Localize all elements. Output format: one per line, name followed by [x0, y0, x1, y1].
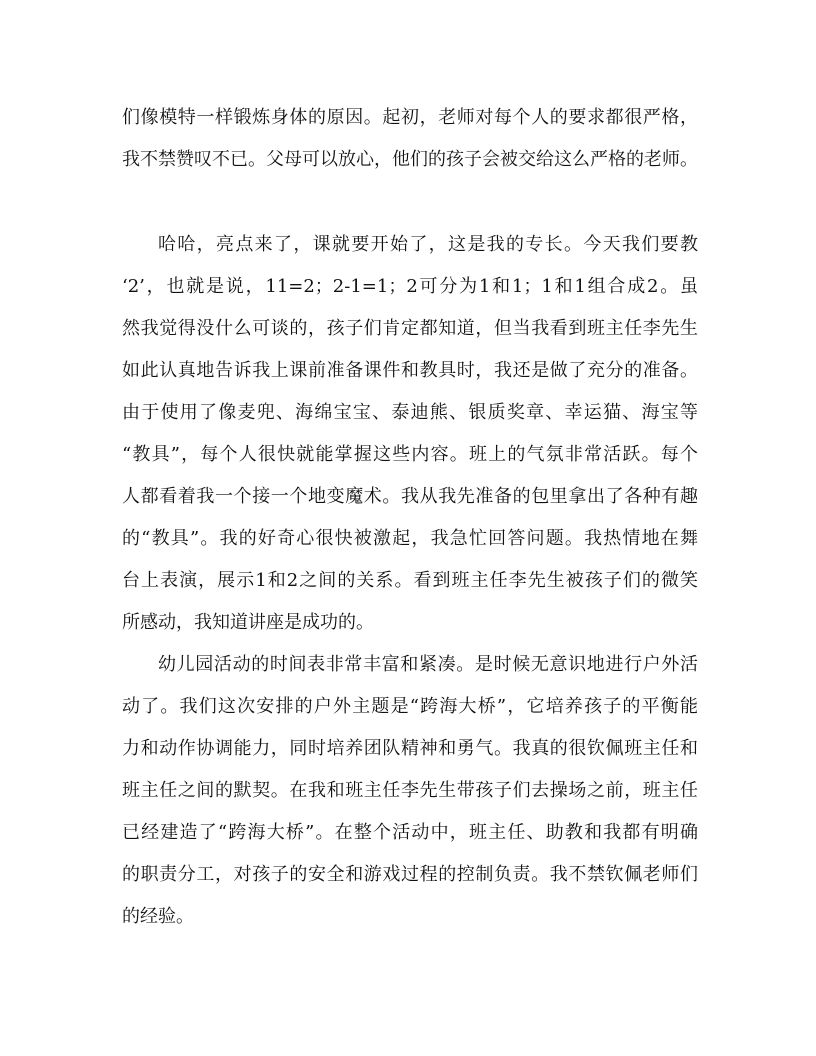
text-line: 的经验。 [122, 906, 194, 927]
text-line: 然我觉得没什么可谈的，孩子们肯定都知道，但当我看到班主任李先生 [122, 318, 698, 339]
text-line: 人都看着我一个接一个地变魔术。我从我先准备的包里拿出了各种有趣 [122, 486, 698, 507]
text-line: 如此认真地告诉我上课前准备课件和教具时，我还是做了充分的准备。 [122, 360, 698, 381]
text-line: 我不禁赞叹不已。父母可以放心，他们的孩子会被交给这么严格的老师。 [122, 149, 698, 170]
text-line: “教具”，每个人很快就能掌握这些内容。班上的气氛非常活跃。每个 [122, 444, 698, 465]
text-line: 哈哈，亮点来了，课就要开始了，这是我的专长。今天我们要教 [158, 234, 698, 255]
text-line: 台上表演，展示1和2之间的关系。看到班主任李先生被孩子们的微笑 [122, 570, 698, 591]
text-line: 动了。我们这次安排的户外主题是“跨海大桥”，它培养孩子的平衡能 [122, 696, 698, 717]
text-line: 幼儿园活动的时间表非常丰富和紧凑。是时候无意识地进行户外活 [158, 654, 698, 675]
text-line: ‘2’，也就是说，11=2；2-1=1；2可分为1和1；1和1组合成2。虽 [122, 276, 698, 297]
text-line: 们像模特一样锻炼身体的原因。起初，老师对每个人的要求都很严格， [122, 107, 698, 128]
text-line: 所感动，我知道讲座是成功的。 [122, 612, 374, 633]
text-line: 的职责分工，对孩子的安全和游戏过程的控制负责。我不禁钦佩老师们 [122, 864, 698, 885]
text-line: 的“教具”。我的好奇心很快被激起，我急忙回答问题。我热情地在舞 [122, 528, 698, 549]
text-line: 班主任之间的默契。在我和班主任李先生带孩子们去操场之前，班主任 [122, 780, 698, 801]
text-line: 由于使用了像麦兜、海绵宝宝、泰迪熊、银质奖章、幸运猫、海宝等 [122, 402, 698, 423]
text-line: 已经建造了“跨海大桥”。在整个活动中，班主任、助教和我都有明确 [122, 822, 698, 843]
text-line: 力和动作协调能力，同时培养团队精神和勇气。我真的很钦佩班主任和 [122, 738, 698, 759]
